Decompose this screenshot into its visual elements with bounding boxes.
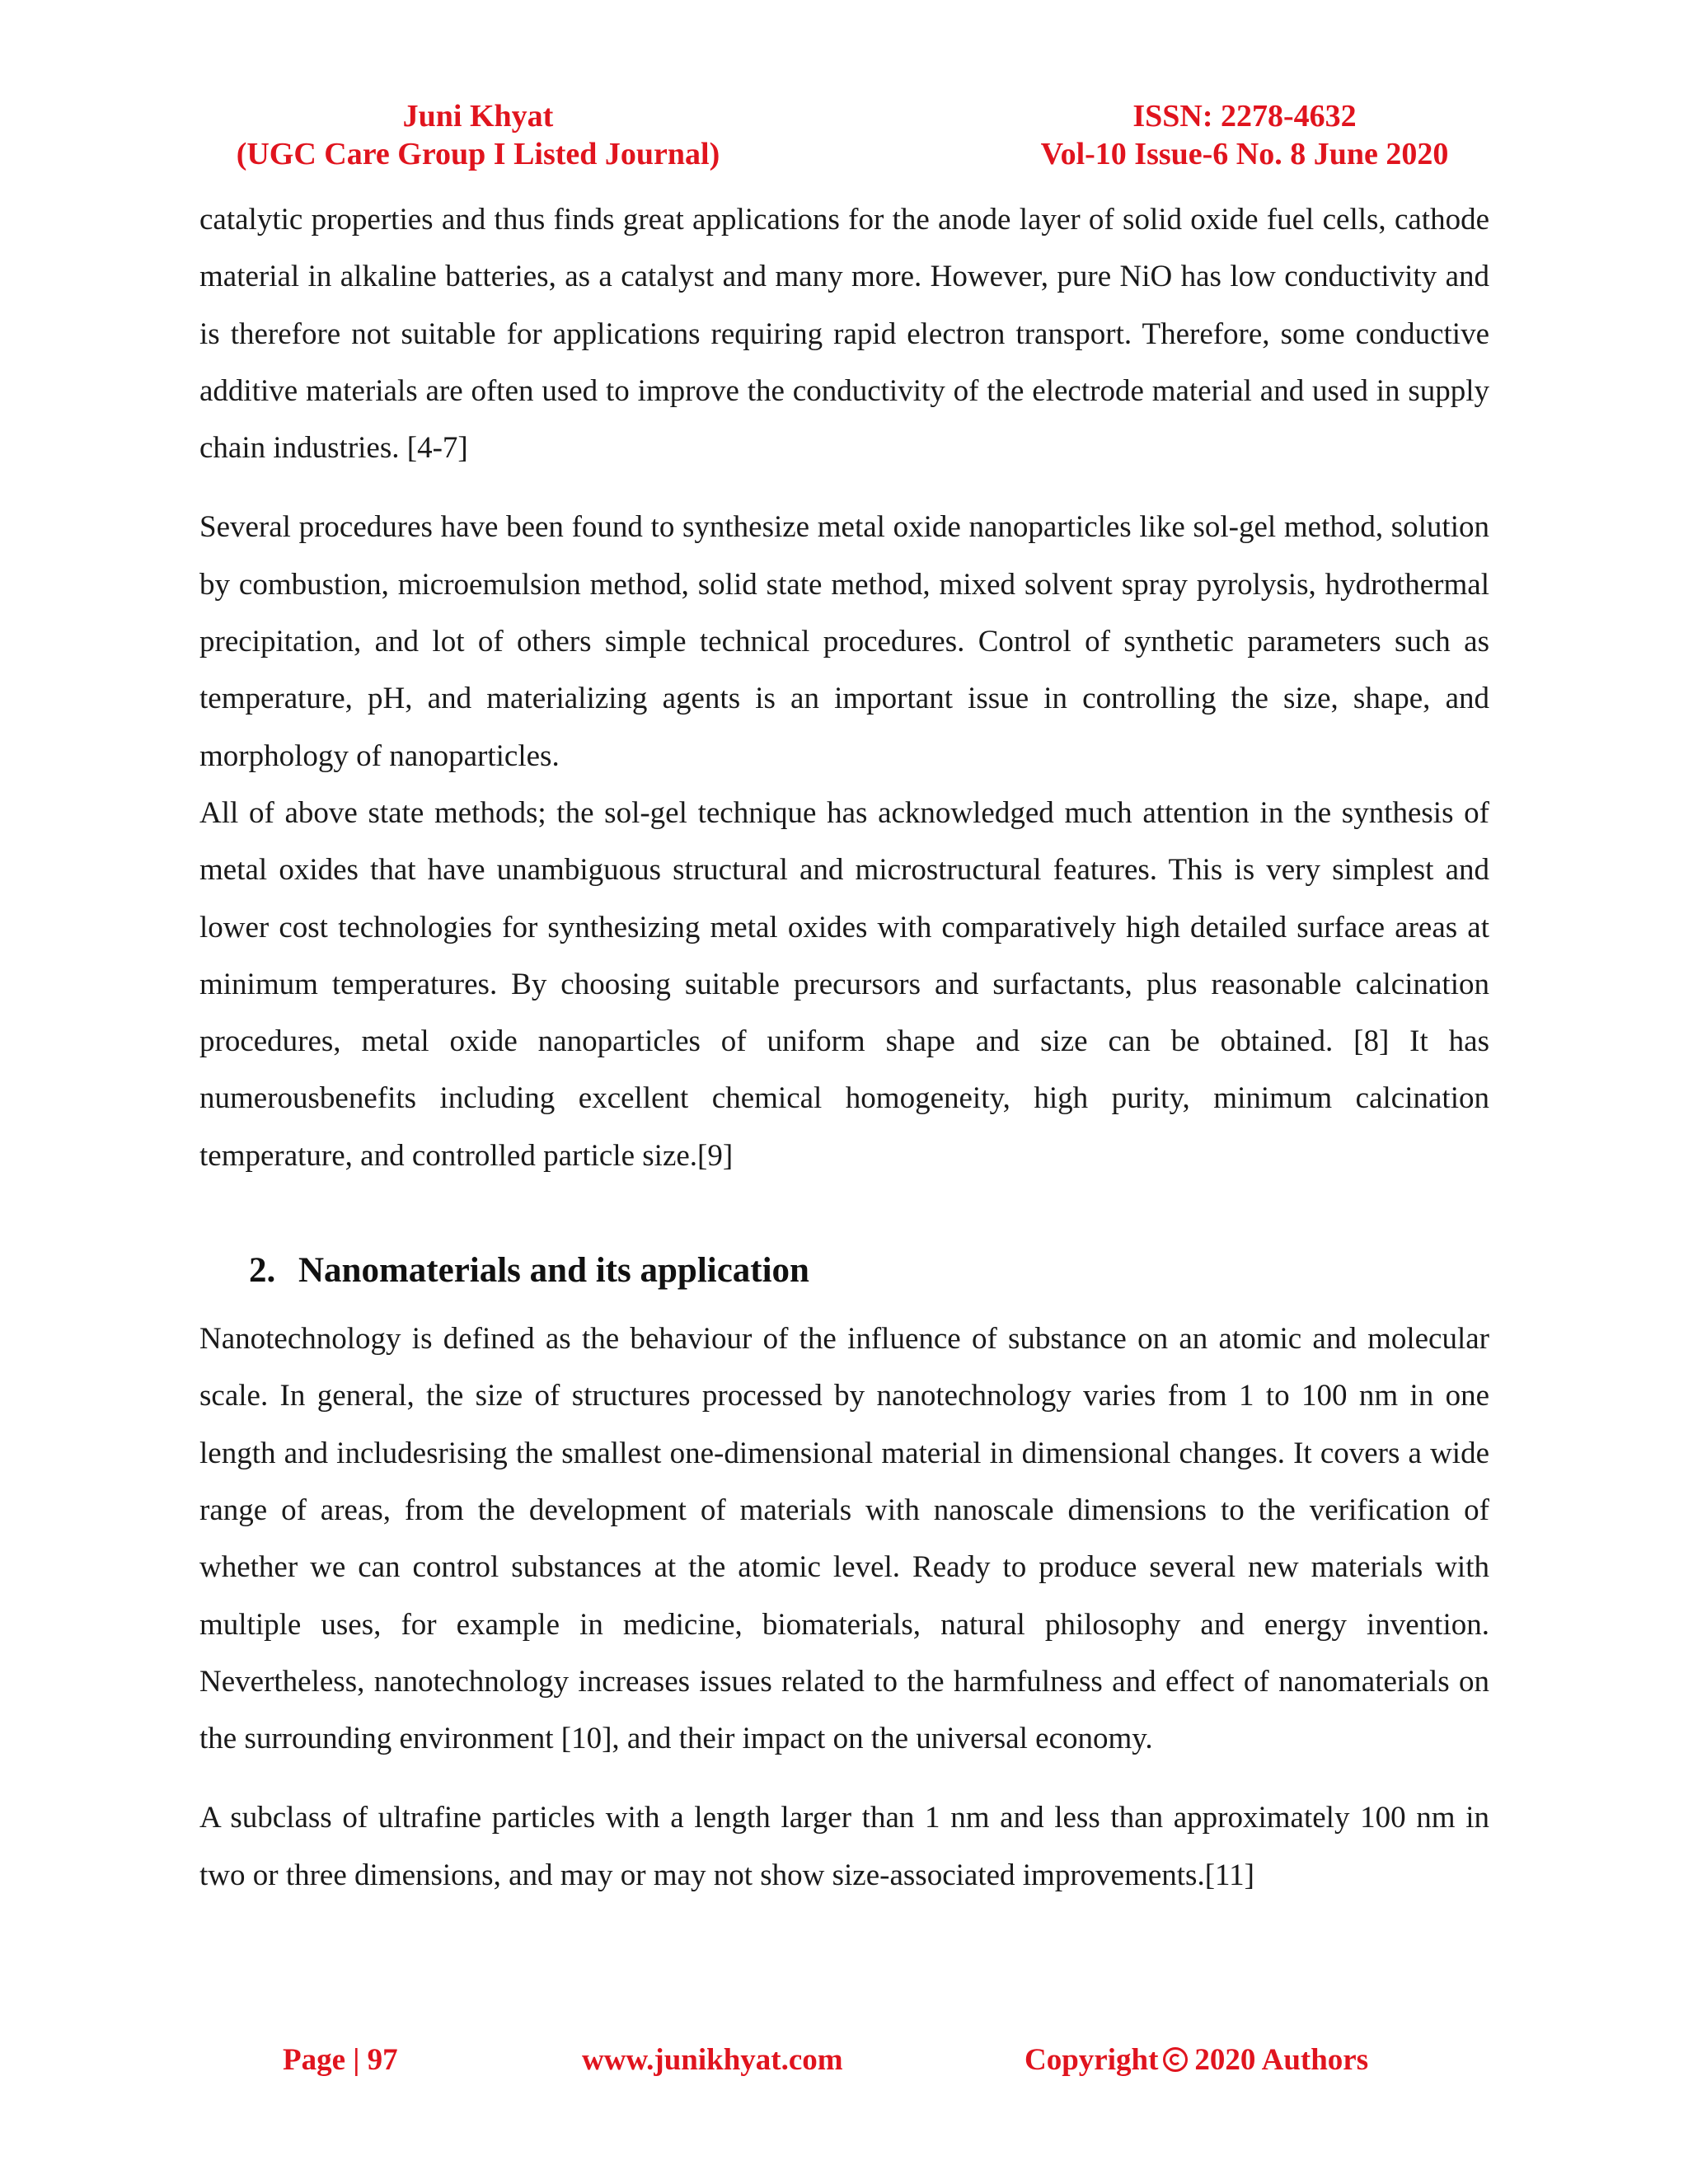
paragraph-continued: catalytic properties and thus finds great applications for the anode layer of solid oxide fuel cells, cathode material in alkaline batteries, as a catalyst and many more. However, pure NiO has low conductivity and is therefore not suitable for applications requiring rapid electron transport. Therefore, some conductive additive materials are often used to improve the conductivity of the electrode material and used in supply chain industries. [4-7] — [199, 203, 1489, 466]
issn: ISSN: 2278-4632 — [1132, 99, 1357, 134]
section-title: Nanomaterials and its application — [298, 1251, 809, 1291]
article-body — [199, 191, 1489, 1904]
page-number: Page | 97 — [283, 2043, 398, 2077]
paragraph-nanotechnology: Nanotechnology is defined as the behaviour of the influence of substance on an atomic and molecular scale. In general, the size of structures processed by nanotechnology varies from 1 to 100 nm in one length and includesrising the smallest one-dimensional material in dimensional changes. It covers a wide range of areas, from the development of materials with nanoscale dimensions to the verification of whether we can control substances at the atomic level. Ready to produce several new materials with multiple uses, for example in medicine, biomaterials, natural philosophy and energy invention. Nevertheless, nanotechnology increases issues related to the harmfulness and effect of nanomaterials on the surrounding environment [10], and their impact on the universal economy. — [199, 1322, 1489, 1756]
section-heading — [199, 1246, 1489, 1296]
issue-info: Vol-10 Issue-6 No. 8 June 2020 — [1040, 137, 1449, 171]
copyright-notice — [1025, 2041, 1368, 2079]
copyright-year-authors: 2020 Authors — [1194, 2043, 1369, 2077]
copyright-prefix: Copyright — [1025, 2043, 1159, 2077]
paragraph-ultrafine-particles: A subclass of ultrafine particles with a length larger than 1 nm and less than approximately 100 nm in two or three dimensions, and may or may not show size-associated improvements.[11] — [199, 1801, 1489, 1892]
paragraph-sol-gel: All of above state methods; the sol-gel technique has acknowledged much attention in the synthesis of metal oxides that have unambiguous structural and microstructural features. This is very simplest and lower cost technologies for synthesizing metal oxides with comparatively high detailed surface areas at minimum temperatures. By choosing suitable precursors and surfactants, plus reasonable calcination procedures, metal oxide nanoparticles of uniform shape and size can be obtained. [8] It has numerousbenefits including excellent chemical homogeneity, high purity, minimum calcination temperature, and controlled particle size.[9] — [199, 795, 1489, 1173]
header-issue-block — [1014, 97, 1475, 173]
journal-group: (UGC Care Group I Listed Journal) — [236, 137, 720, 171]
page-header — [0, 97, 1688, 180]
paragraph-synthesis-procedures: Several procedures have been found to synthesize metal oxide nanoparticles like sol-gel method, solution by combustion, microemulsion method, solid state method, mixed solvent spray pyrolysis, hydrothermal precipitation, and lot of others simple technical procedures. Control of synthetic parameters such as temperature, pH, and materializing agents is an important issue in controlling the size, shape, and morphology of nanoparticles. — [199, 510, 1489, 773]
section-number: 2. — [249, 1251, 276, 1291]
page-footer — [0, 2041, 1688, 2083]
header-journal-block — [190, 97, 767, 173]
journal-name: Juni Khyat — [402, 99, 554, 134]
copyright-icon — [1163, 2047, 1188, 2072]
website-link[interactable]: www.junikhyat.com — [582, 2043, 843, 2077]
